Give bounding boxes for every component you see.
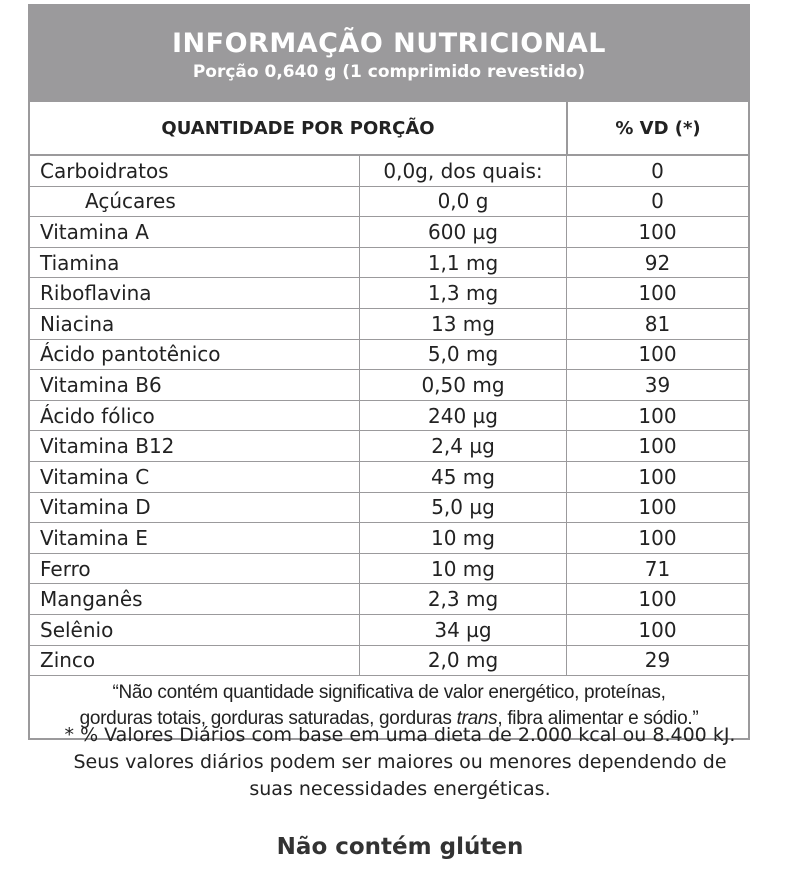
nutrient-name: Ácido pantotênico xyxy=(30,340,360,370)
nutrition-facts-panel xyxy=(28,4,750,740)
nutrient-row xyxy=(30,309,748,340)
nutrient-row xyxy=(30,523,748,554)
nutrient-row xyxy=(30,646,748,677)
note-line-2-italic: trans xyxy=(456,708,498,730)
nutrient-dv: 100 xyxy=(638,281,677,306)
nutrient-amount: 1,3 mg xyxy=(360,278,567,308)
nutrient-amount: 240 µg xyxy=(360,401,567,431)
note-line-2-end: , fibra alimentar e sódio.” xyxy=(497,708,699,730)
nutrient-name: Tiamina xyxy=(30,248,360,278)
note-line-2-start: gorduras totais, gorduras saturadas, gorduras xyxy=(79,708,457,730)
nutrient-row xyxy=(30,493,748,524)
nutrient-row xyxy=(30,401,748,432)
nutrient-dv: 39 xyxy=(644,372,671,397)
nutrient-name: Selênio xyxy=(30,615,360,645)
nutrient-row xyxy=(30,156,748,187)
column-header-amount: QUANTIDADE POR PORÇÃO xyxy=(30,102,568,154)
column-header-row xyxy=(30,102,748,156)
nutrient-amount: 0,0 g xyxy=(360,187,567,217)
nutrient-row xyxy=(30,340,748,371)
nutrient-amount: 10 mg xyxy=(360,523,567,553)
nutrient-name: Zinco xyxy=(30,646,360,676)
nutrient-name: Vitamina E xyxy=(30,523,360,553)
nutrient-name: Manganês xyxy=(30,584,360,614)
nutrient-row xyxy=(30,217,748,248)
nutrient-name: Vitamina C xyxy=(30,462,360,492)
nutrient-amount: 45 mg xyxy=(360,462,567,492)
nutrient-row xyxy=(30,278,748,309)
nutrient-name: Vitamina B6 xyxy=(30,370,360,400)
nutrient-name: Ácido fólico xyxy=(30,401,360,431)
nutrient-amount: 0,50 mg xyxy=(360,370,567,400)
nutrient-row xyxy=(30,431,748,462)
nutrient-dv: 0 xyxy=(651,189,664,214)
nutrient-amount: 10 mg xyxy=(360,554,567,584)
nutrient-amount: 2,4 µg xyxy=(360,431,567,461)
nutrient-dv: 100 xyxy=(638,219,677,244)
nutrient-row xyxy=(30,248,748,279)
nutrient-amount: 5,0 µg xyxy=(360,493,567,523)
nutrient-amount: 1,1 mg xyxy=(360,248,567,278)
nutrient-dv: 100 xyxy=(638,464,677,489)
nutrient-name: Carboidratos xyxy=(30,156,360,186)
nutrient-row xyxy=(30,370,748,401)
nutrient-amount: 0,0g, dos quais: xyxy=(360,156,567,186)
nutrient-dv: 100 xyxy=(638,587,677,612)
nutrition-header xyxy=(30,6,748,102)
nutrient-row xyxy=(30,584,748,615)
nutrient-dv: 100 xyxy=(638,617,677,642)
nutrient-row xyxy=(30,187,748,218)
nutrient-row xyxy=(30,615,748,646)
nutrient-name: Ferro xyxy=(30,554,360,584)
footnote-line-3: suas necessidades energéticas. xyxy=(249,778,551,800)
daily-values-footnote xyxy=(0,722,800,803)
nutrient-dv: 100 xyxy=(638,495,677,520)
nutrient-dv: 71 xyxy=(644,556,671,581)
nutrient-name: Riboflavina xyxy=(30,278,360,308)
nutrient-name: Vitamina D xyxy=(30,493,360,523)
nutrient-amount: 5,0 mg xyxy=(360,340,567,370)
nutrient-name: Açúcares xyxy=(30,187,360,217)
nutrient-dv: 100 xyxy=(638,434,677,459)
nutrient-name: Vitamina A xyxy=(30,217,360,247)
serving-size: Porção 0,640 g (1 comprimido revestido) xyxy=(192,62,586,82)
nutrient-rows xyxy=(30,156,748,676)
nutrient-amount: 2,0 mg xyxy=(360,646,567,676)
nutrient-amount: 600 µg xyxy=(360,217,567,247)
nutrient-dv: 92 xyxy=(644,250,671,275)
nutrient-amount: 13 mg xyxy=(360,309,567,339)
nutrient-name: Niacina xyxy=(30,309,360,339)
gluten-statement: Não contém glúten xyxy=(276,834,524,860)
nutrient-dv: 100 xyxy=(638,525,677,550)
nutrient-row xyxy=(30,554,748,585)
nutrient-dv: 0 xyxy=(651,158,664,183)
nutrient-dv: 81 xyxy=(644,311,671,336)
footnote-line-2: Seus valores diários podem ser maiores ou menores dependendo de xyxy=(73,751,727,773)
nutrient-dv: 100 xyxy=(638,342,677,367)
nutrient-dv: 29 xyxy=(644,648,671,673)
note-line-1: “Não contém quantidade significativa de valor energético, proteínas, xyxy=(112,682,666,704)
nutrient-name: Vitamina B12 xyxy=(30,431,360,461)
nutrient-amount: 2,3 mg xyxy=(360,584,567,614)
nutrition-title: INFORMAÇÃO NUTRICIONAL xyxy=(172,28,606,59)
column-header-dv: % VD (*) xyxy=(615,117,701,139)
nutrient-row xyxy=(30,462,748,493)
footnote-line-1: * % Valores Diários com base em uma dieta de 2.000 kcal ou 8.400 kJ. xyxy=(64,724,736,746)
nutrient-amount: 34 µg xyxy=(360,615,567,645)
nutrient-dv: 100 xyxy=(638,403,677,428)
